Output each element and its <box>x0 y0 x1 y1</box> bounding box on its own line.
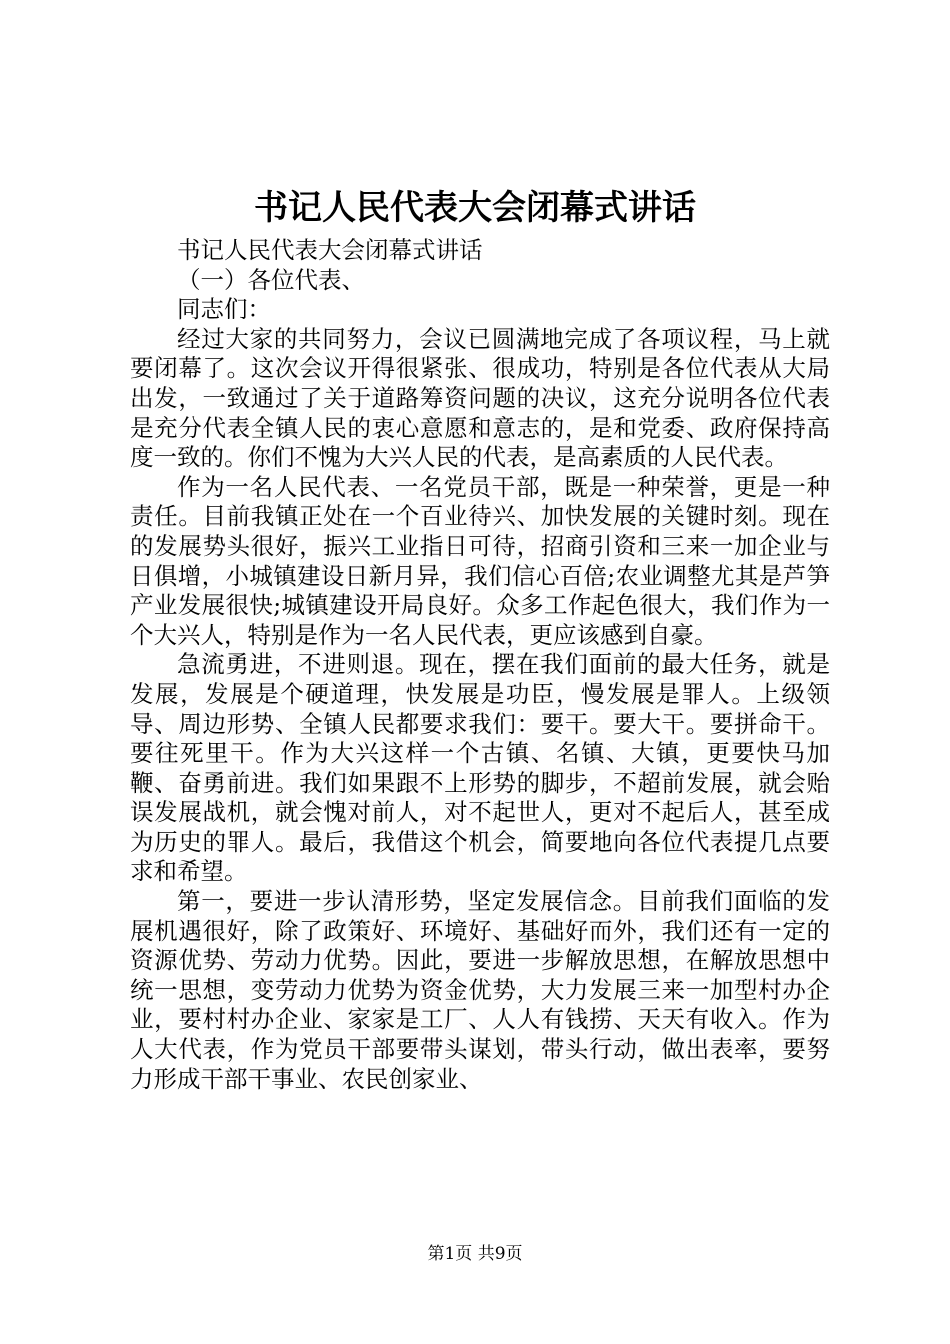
paragraph-body: 作为一名人民代表、一名党员干部，既是一种荣誉，更是一种责任。目前我镇正处在一个百业待兴、加快发展的关键时刻。现在的发展势头很好，振兴工业指日可待，招商引资和三来一加企业与日俱增，小城镇建设日新月异，我们信心百倍;农业调整尤其是芦笋产业发展很快;城镇建设开局良好。众多工作起色很大，我们作为一个大兴人，特别是作为一名人民代表，更应该感到自豪。 <box>130 472 830 649</box>
document-title: 书记人民代表大会闭幕式讲话 <box>254 188 696 228</box>
paragraph-body: 第一，要进一步认清形势，坚定发展信念。目前我们面临的发展机遇很好，除了政策好、环境好、基础好而外，我们还有一定的资源优势、劳动力优势。因此，要进一步解放思想，在解放思想中统一思想，变劳动力优势为资金优势，大力发展三来一加型村办企业，要村村办企业、家家是工厂、人人有钱捞、天天有收入。作为人大代表，作为党员干部要带头谋划，带头行动，做出表率，要努力形成干部干事业、农民创家业、 <box>130 887 830 1093</box>
document-body <box>130 236 830 1094</box>
paragraph-subtitle: 书记人民代表大会闭幕式讲话 <box>177 236 483 264</box>
paragraph-salutation-1: （一）各位代表、 <box>177 265 365 294</box>
paragraph-salutation-2: 同志们： <box>177 295 271 324</box>
paragraph-body: 经过大家的共同努力，会议已圆满地完成了各项议程，马上就要闭幕了。这次会议开得很紧张、很成功，特别是各位代表从大局出发，一致通过了关于道路筹资问题的决议，这充分说明各位代表是充分代表全镇人民的衷心意愿和意志的，是和党委、政府保持高度一致的。你们不愧为大兴人民的代表，是高素质的人民代表。 <box>130 324 830 472</box>
page-footer: 第1页 共9页 <box>427 1244 523 1264</box>
paragraph-body: 急流勇进，不进则退。现在，摆在我们面前的最大任务，就是发展，发展是个硬道理，快发展是功臣，慢发展是罪人。上级领导、周边形势、全镇人民都要求我们：要干。要大干。要拼命干。要往死里干。作为大兴这样一个古镇、名镇、大镇，更要快马加鞭、奋勇前进。我们如果跟不上形势的脚步，不超前发展，就会贻误发展战机，就会愧对前人，对不起世人，更对不起后人，甚至成为历史的罪人。最后，我借这个机会，简要地向各位代表提几点要求和希望。 <box>130 650 830 886</box>
